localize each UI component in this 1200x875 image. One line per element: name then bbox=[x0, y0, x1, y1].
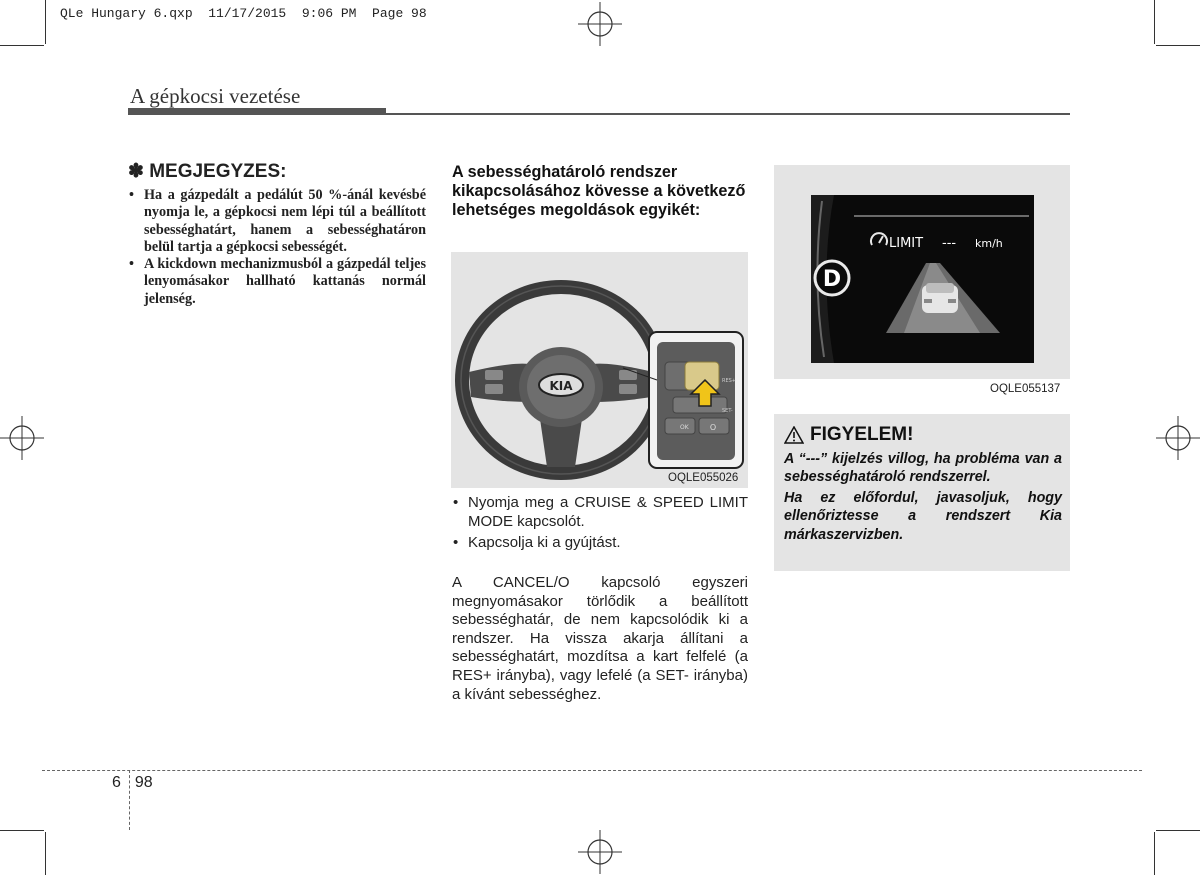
cluster-display-figure bbox=[774, 165, 1070, 379]
limit-label: LIMIT bbox=[889, 236, 924, 251]
warning-box bbox=[774, 414, 1070, 571]
note-heading: ✽ MEGJEGYZES: bbox=[128, 161, 287, 182]
instrument-cluster-illustration bbox=[774, 165, 1070, 379]
warning-heading: FIGYELEM! bbox=[810, 424, 914, 445]
crop-mark bbox=[1156, 830, 1200, 831]
registration-mark-icon bbox=[578, 830, 622, 874]
note-block bbox=[128, 160, 426, 308]
res-label: RES+ bbox=[722, 378, 736, 384]
disable-options-list bbox=[452, 494, 748, 556]
warning-heading-row bbox=[784, 424, 1062, 446]
warning-triangle-icon bbox=[784, 426, 804, 444]
gear-indicator: D bbox=[822, 267, 842, 292]
registration-mark-icon bbox=[1156, 416, 1200, 460]
figure-caption: OQLE055026 bbox=[668, 472, 739, 484]
title-rule-thick bbox=[128, 108, 386, 115]
print-slug: QLe Hungary 6.qxp 11/17/2015 9:06 PM Page 98 bbox=[60, 6, 427, 21]
registration-mark-icon bbox=[0, 416, 44, 460]
crop-mark bbox=[0, 45, 44, 46]
svg-text:OK: OK bbox=[680, 424, 689, 431]
limit-value: --- bbox=[942, 236, 957, 251]
speed-unit: km/h bbox=[975, 237, 1003, 250]
wheel-logo: KIA bbox=[549, 379, 573, 393]
section-title: A gépkocsi vezetése bbox=[130, 84, 301, 108]
crop-mark bbox=[1156, 45, 1200, 46]
list-item: • Kapcsolja ki a gyújtást. bbox=[452, 534, 748, 553]
crop-mark bbox=[1154, 0, 1155, 44]
crop-mark bbox=[45, 0, 46, 44]
footer-rule bbox=[42, 770, 1142, 771]
set-label: SET- bbox=[722, 408, 733, 414]
steering-wheel-illustration bbox=[451, 252, 748, 488]
crop-mark bbox=[1154, 832, 1155, 875]
note-item: • Ha a gázpedált a pedálút 50 %-ánál kevésbé nyomja le, a gépkocsi nem lépi túl a beállított sebességhatárt, hanem a sebességhatáron belül tartja a gépkocsi sebességét. bbox=[128, 187, 426, 256]
chapter-number: 6 bbox=[112, 774, 121, 791]
registration-mark-icon bbox=[578, 2, 622, 46]
note-list bbox=[128, 187, 426, 308]
title-rule-thin bbox=[386, 113, 1070, 115]
note-item: • A kickdown mechanizmusból a gázpedál teljes lenyomásakor hallható kattanás normál jelenség. bbox=[128, 256, 426, 308]
cancel-button-label: O bbox=[709, 423, 717, 432]
warning-paragraph: A “---” kijelzés villog, ha probléma van a sebességhatároló rendszerrel. bbox=[784, 451, 1062, 486]
page-index: 98 bbox=[134, 774, 153, 791]
list-item: • Nyomja meg a CRUISE & SPEED LIMIT MODE kapcsolót. bbox=[452, 494, 748, 531]
steering-wheel-figure bbox=[451, 252, 748, 488]
crop-mark bbox=[0, 830, 44, 831]
figure-caption: OQLE055137 bbox=[990, 383, 1061, 395]
cancel-switch-paragraph: A CANCEL/O kapcsoló egyszeri megnyomásakor törlődik a beállított sebességhatár, de nem kapcsolódik ki a rendszer. Ha vissza akarja állítani a sebességhatárt, mozdítsa a kart felfelé (a RES+ irányba), vagy lefelé (a SET- irányba) a kívánt sebességhez. bbox=[452, 574, 748, 703]
crop-mark bbox=[45, 832, 46, 875]
page-number bbox=[112, 774, 153, 792]
warning-paragraph: Ha ez előfordul, javasoljuk, hogy ellenőriztesse a rendszert Kia márkaszervizben. bbox=[784, 489, 1062, 543]
disable-instructions-heading: A sebességhatároló rendszer kikapcsolásához kövesse a következő lehetséges megoldások egyikét: bbox=[452, 163, 746, 219]
